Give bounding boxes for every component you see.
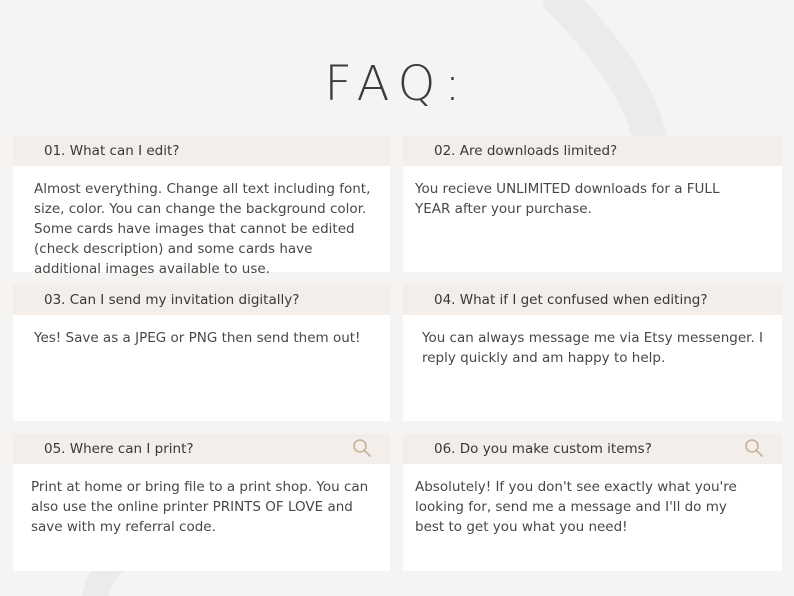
faq-question-3: 03. Can I send my invitation digitally? — [44, 292, 300, 308]
faq-card-5 — [13, 434, 390, 571]
faq-answer-5: Print at home or bring file to a print shop. You can also use the online printer PRINTS OF LOVE and save with my referral code. — [31, 479, 369, 535]
faq-card-1-header — [13, 136, 390, 166]
faq-card-6 — [403, 434, 782, 571]
faq-card-1 — [13, 136, 390, 277]
faq-question-5: 05. Where can I print? — [44, 441, 194, 457]
page-title: FAQ: — [324, 56, 470, 112]
faq-card-4-header — [403, 285, 782, 315]
faq-card-5-header — [13, 434, 390, 464]
faq-answer-4: You can always message me via Etsy messenger. I reply quickly and am happy to help. — [422, 330, 764, 366]
faq-answer-1: Almost everything. Change all text including font, size, color. You can change the background color. Some cards have images that cannot be edited (check description) and some cards have additional images available to use. — [34, 181, 371, 277]
faq-card-6-header — [403, 434, 782, 464]
search-icon — [744, 438, 764, 458]
faq-card-3 — [13, 285, 390, 421]
faq-answer-3: Yes! Save as a JPEG or PNG then send them out! — [34, 330, 361, 346]
faq-answer-2: You recieve UNLIMITED downloads for a FULL YEAR after your purchase. — [415, 181, 720, 217]
faq-card-3-header — [13, 285, 390, 315]
faq-card-4 — [403, 285, 782, 421]
search-icon — [352, 438, 372, 458]
faq-answer-6: Absolutely! If you don't see exactly what you're looking for, send me a message and I'll do my best to get you what you need! — [415, 479, 737, 535]
faq-question-2: 02. Are downloads limited? — [434, 143, 618, 159]
faq-card-2 — [403, 136, 782, 272]
faq-question-6: 06. Do you make custom items? — [434, 441, 652, 457]
faq-card-2-header — [403, 136, 782, 166]
faq-question-1: 01. What can I edit? — [44, 143, 180, 159]
faq-question-4: 04. What if I get confused when editing? — [434, 292, 708, 308]
